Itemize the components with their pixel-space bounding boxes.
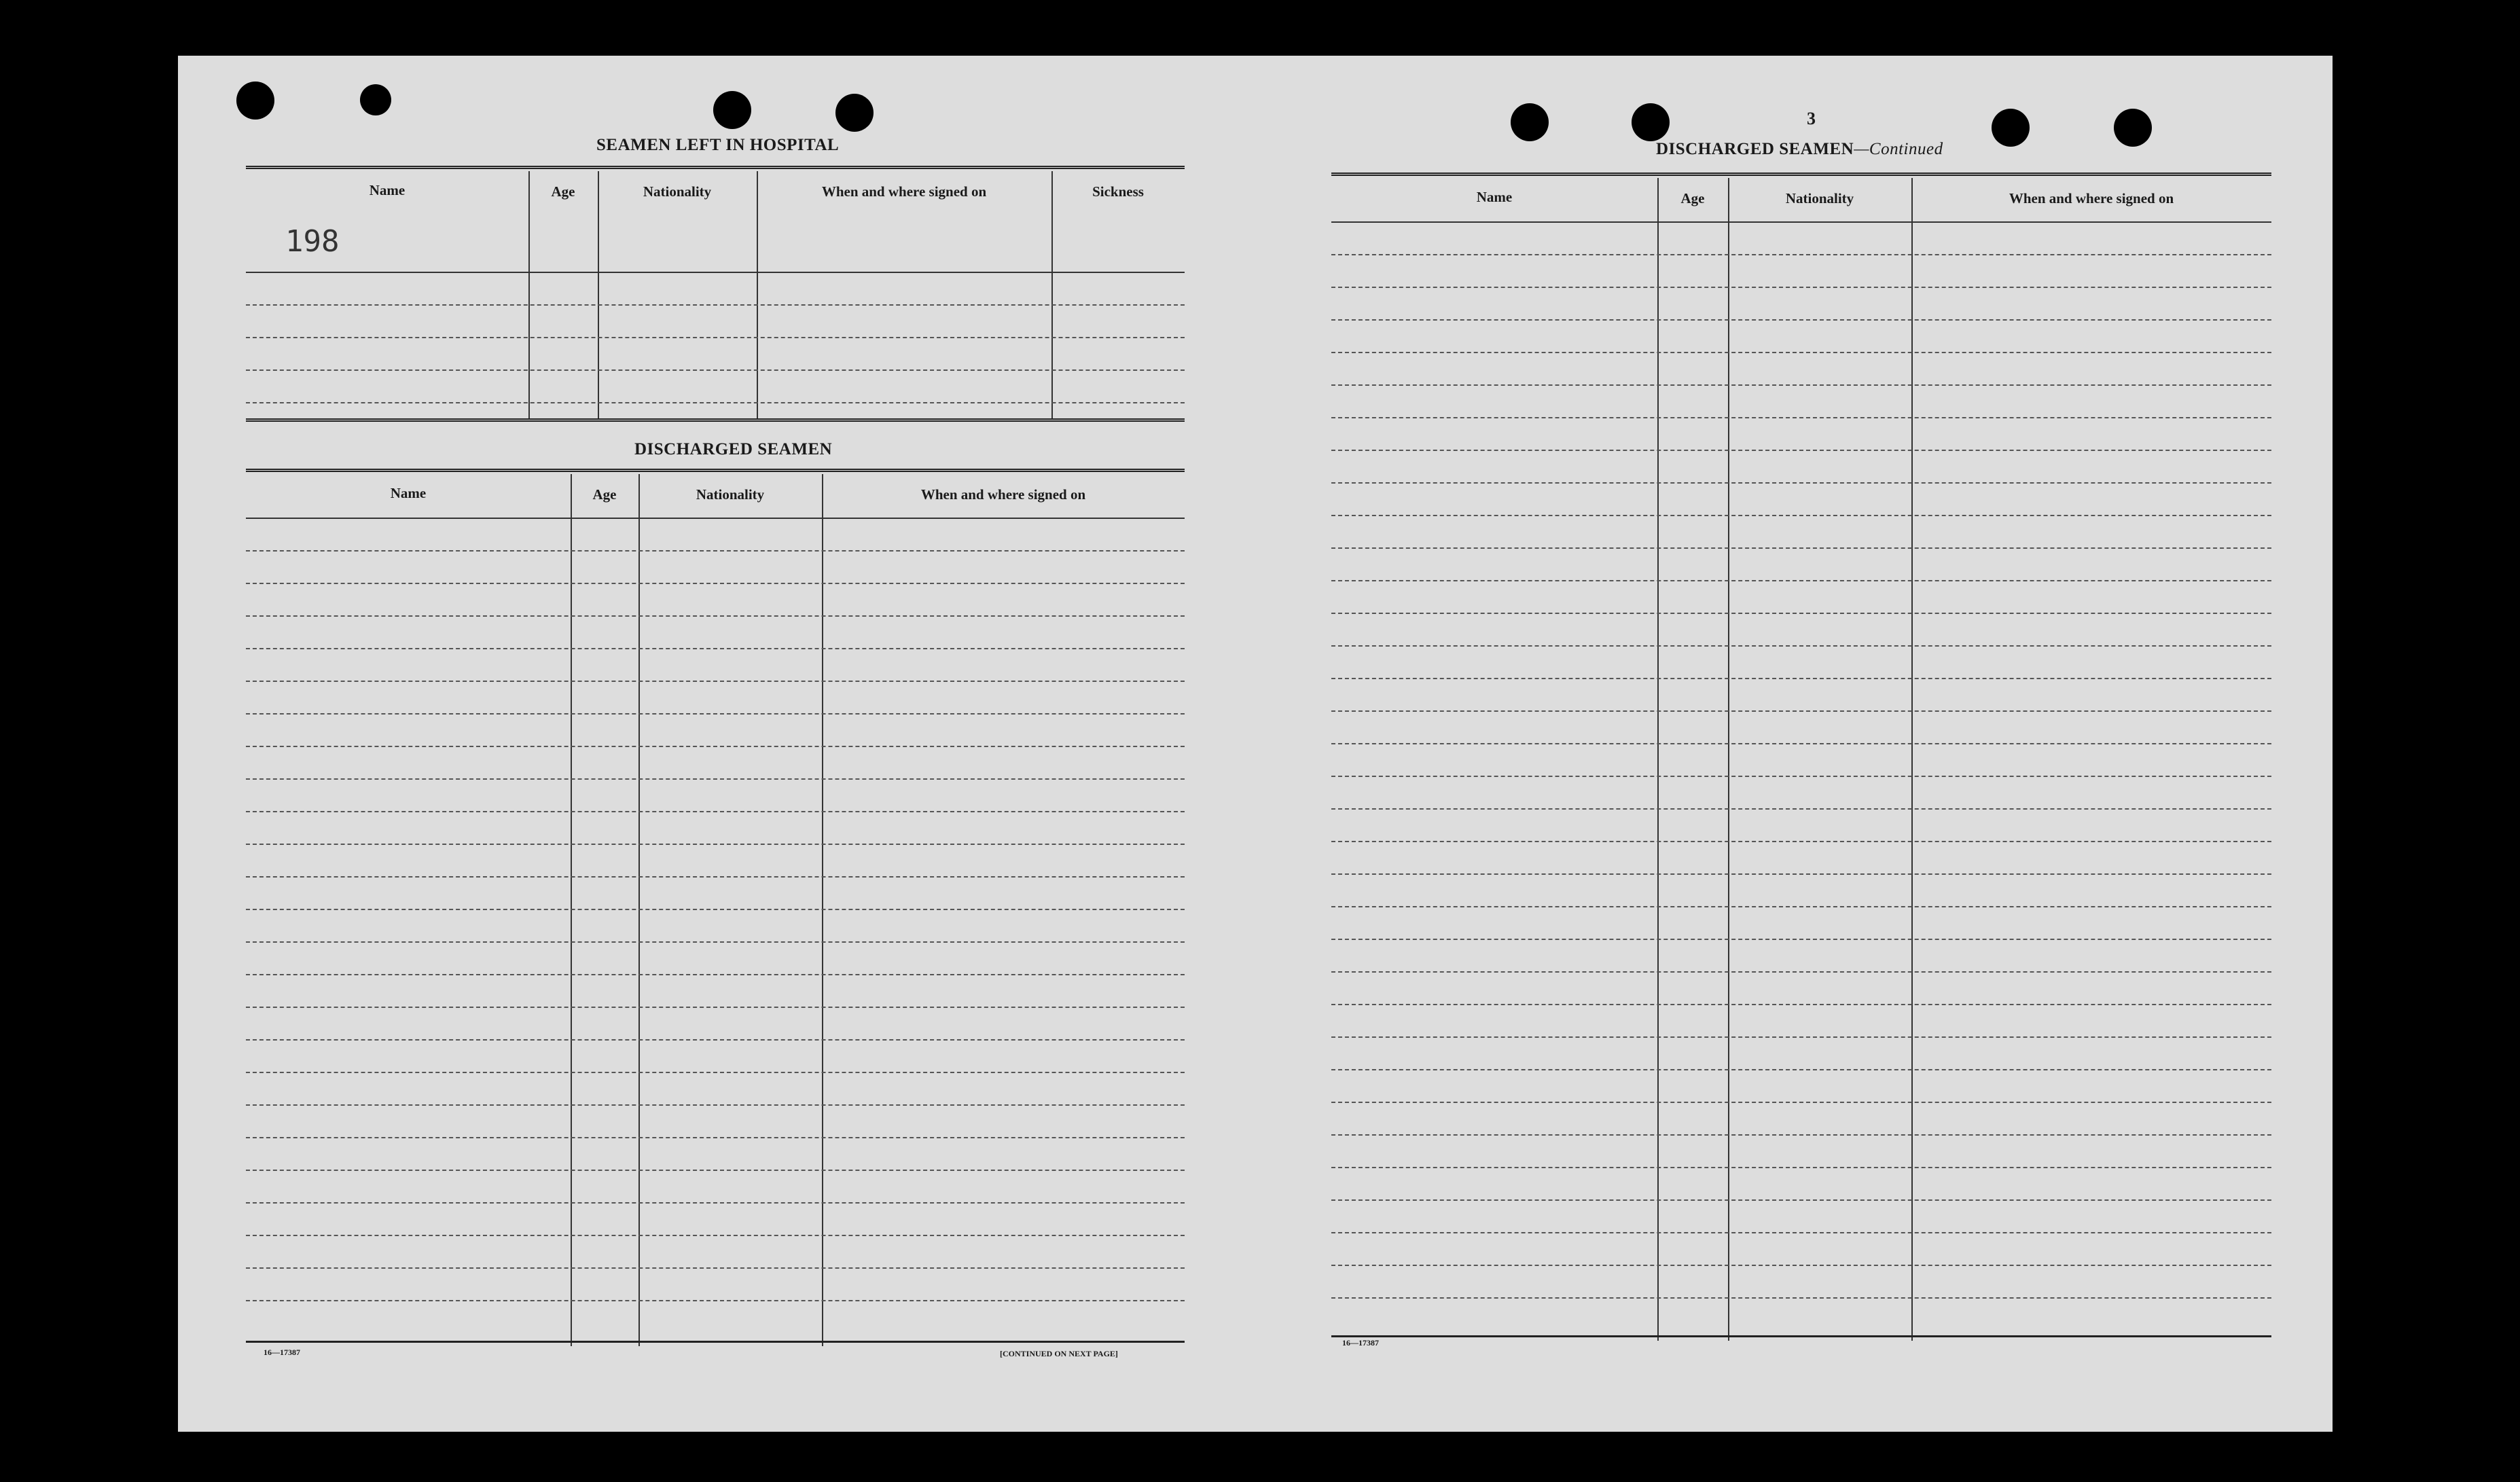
ruled-row-line <box>246 1300 1185 1301</box>
ruled-row-line <box>246 974 1185 975</box>
column-divider <box>757 171 758 418</box>
header-underline <box>1331 221 2271 223</box>
title-continued: —Continued <box>1854 140 1943 158</box>
ruled-row-line <box>1331 1102 2271 1103</box>
ruled-row-line <box>1331 482 2271 484</box>
ruled-row-line <box>246 1235 1185 1236</box>
ruled-row-line <box>246 844 1185 845</box>
ruled-row-line <box>246 876 1185 878</box>
ruled-row-line <box>1331 1265 2271 1266</box>
punch-hole <box>1632 103 1670 141</box>
scanned-document <box>178 56 2333 1432</box>
ruled-row-line <box>246 615 1185 617</box>
column-header-nationality: Nationality <box>696 486 765 503</box>
ruled-row-line <box>1331 939 2271 940</box>
column-header-sickness: Sickness <box>1092 183 1144 200</box>
ruled-row-line <box>1331 1297 2271 1299</box>
column-header-age: Age <box>592 486 617 503</box>
ruled-row-line <box>1331 743 2271 744</box>
ruled-row-line <box>1331 450 2271 451</box>
column-header-nationality: Nationality <box>643 183 712 200</box>
ruled-row-line <box>246 369 1185 371</box>
punch-hole <box>713 91 751 129</box>
discharged-table-title: DISCHARGED SEAMEN <box>634 440 833 458</box>
ruled-row-line <box>1331 287 2271 288</box>
ruled-row-line <box>246 681 1185 682</box>
ruled-row-line <box>1331 352 2271 353</box>
hospital-table <box>246 171 1185 418</box>
punch-hole <box>236 82 274 120</box>
table-bottom-rule <box>1331 1335 2271 1337</box>
ruled-row-line <box>1331 417 2271 418</box>
ruled-row-line <box>1331 580 2271 581</box>
ruled-row-line <box>1331 515 2271 516</box>
ruled-row-line <box>246 1137 1185 1138</box>
ruled-row-line <box>246 550 1185 552</box>
ruled-row-line <box>246 778 1185 780</box>
discharged-table-top-rule <box>246 469 1185 472</box>
column-header-when-where: When and where signed on <box>920 486 1086 503</box>
ruled-row-line <box>246 713 1185 715</box>
column-divider <box>598 171 599 418</box>
table-bottom-rule <box>246 1341 1185 1343</box>
ruled-row-line <box>246 941 1185 943</box>
ruled-row-line <box>1331 808 2271 810</box>
form-number: 16—17387 <box>1342 1338 1379 1348</box>
ruled-row-line <box>1331 1004 2271 1005</box>
column-header-nationality: Nationality <box>1785 190 1854 206</box>
ruled-row-line <box>1331 547 2271 549</box>
ruled-row-line <box>246 811 1185 812</box>
ruled-row-line <box>246 337 1185 338</box>
ruled-row-line <box>1331 1134 2271 1136</box>
ruled-row-line <box>1331 254 2271 255</box>
ruled-row-line <box>1331 678 2271 679</box>
title-main: DISCHARGED SEAMEN <box>1656 140 1854 158</box>
hospital-table-title: SEAMEN LEFT IN HOSPITAL <box>596 136 840 154</box>
continued-note: [CONTINUED ON NEXT PAGE] <box>1000 1349 1118 1358</box>
column-header-age: Age <box>1680 190 1705 206</box>
punch-hole <box>835 94 874 132</box>
ruled-row-line <box>1331 710 2271 712</box>
continued-table-title <box>1656 140 1943 159</box>
ruled-row-line <box>246 1104 1185 1106</box>
column-header-when-where: When and where signed on <box>821 183 987 200</box>
column-header-name: Name <box>390 485 427 501</box>
ruled-row-line <box>246 583 1185 584</box>
column-header-age: Age <box>551 183 575 200</box>
hospital-table-bottom-rule <box>246 418 1185 422</box>
ruled-row-line <box>1331 1036 2271 1038</box>
ruled-row-line <box>246 304 1185 306</box>
ruled-row-line <box>1331 1069 2271 1070</box>
column-header-when-where: When and where signed on <box>2009 190 2174 206</box>
handwritten-entry: 198 <box>285 224 340 259</box>
ruled-row-line <box>1331 384 2271 386</box>
column-divider <box>638 474 640 1346</box>
form-number: 16—17387 <box>264 1348 300 1357</box>
punch-hole <box>360 84 391 115</box>
punch-hole <box>1511 103 1549 141</box>
ruled-row-line <box>246 1072 1185 1073</box>
ruled-row-line <box>1331 906 2271 907</box>
column-header-name: Name <box>1476 189 1513 205</box>
ruled-row-line <box>1331 841 2271 842</box>
header-underline <box>246 272 1185 273</box>
column-divider <box>822 474 823 1346</box>
ruled-row-line <box>246 909 1185 910</box>
ruled-row-line <box>246 402 1185 403</box>
ruled-row-line <box>246 1170 1185 1171</box>
ruled-row-line <box>1331 776 2271 777</box>
continued-table <box>1331 178 2271 1341</box>
column-divider <box>571 474 572 1346</box>
page-number: 3 <box>1807 109 1816 128</box>
ruled-row-line <box>1331 1232 2271 1233</box>
ruled-row-line <box>1331 613 2271 614</box>
hospital-table-top-rule <box>246 166 1185 169</box>
column-divider <box>1051 171 1053 418</box>
header-underline <box>246 518 1185 519</box>
ruled-row-line <box>1331 971 2271 973</box>
punch-hole <box>1992 109 2030 147</box>
ruled-row-line <box>1331 1167 2271 1168</box>
ruled-row-line <box>246 1202 1185 1204</box>
continued-table-top-rule <box>1331 173 2271 176</box>
ruled-row-line <box>1331 1199 2271 1201</box>
ruled-row-line <box>1331 873 2271 875</box>
ruled-row-line <box>1331 319 2271 321</box>
ruled-row-line <box>1331 645 2271 647</box>
discharged-table <box>246 474 1185 1346</box>
ruled-row-line <box>246 1039 1185 1041</box>
ruled-row-line <box>246 1007 1185 1008</box>
ruled-row-line <box>246 746 1185 747</box>
punch-hole <box>2114 109 2152 147</box>
ruled-row-line <box>246 1267 1185 1269</box>
column-divider <box>528 171 530 418</box>
column-header-name: Name <box>369 182 406 198</box>
ruled-row-line <box>246 648 1185 649</box>
